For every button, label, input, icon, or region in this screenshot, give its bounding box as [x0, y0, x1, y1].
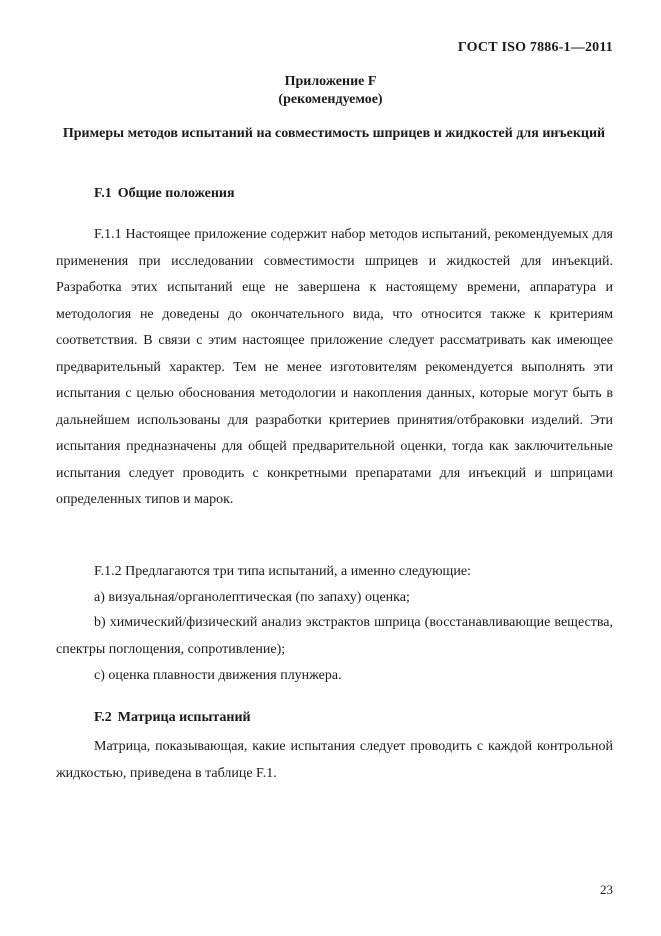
section-title: Матрица испытаний [117, 710, 251, 725]
paragraph-f2: Матрица, показывающая, какие испытания следует проводить с каждой контрольной жидкостью, приведена в таблице F.1. [56, 739, 613, 781]
list-item-a: a) визуальная/органолептическая (по запаху) оценка; [94, 590, 410, 605]
annex-title: Приложение F [284, 74, 377, 89]
annex-main-title: Примеры методов испытаний на совместимость шприцев и жидкостей для инъекций [62, 126, 606, 141]
section-number: F.2 [94, 710, 112, 725]
list-item-b: b) химический/физический анализ экстрактов шприца (восстанавливающие вещества, спектры поглощения, сопротивление); [56, 615, 613, 657]
section-heading-f2 [94, 710, 251, 726]
annex-status: (рекомендуемое) [278, 92, 383, 107]
document-code-header: ГОСТ ISO 7886-1—2011 [457, 40, 613, 55]
list-item-c: c) оценка плавности движения плунжера. [94, 668, 342, 683]
section-heading-f1 [94, 186, 235, 202]
paragraph-f1-1: F.1.1 Настоящее приложение содержит набор методов испытаний, рекомендуемых для применения при исследовании совместимости шприцев и жидкостей для инъекций. Разработка этих испытаний еще не завершена к настоящему времени, аппаратура и методология не доведены до окончательного вида, что относится также к критериям соответствия. В связи с этим настоящее приложение следует рассматривать как имеющее предварительный характер. Тем не менее изготовителям рекомендуется выполнять эти испытания с целью обоснования методологии и накопления данных, которые могут быть в дальнейшем использованы для разработки критериев принятия/отбраковки изделий. Эти испытания предназначены для общей предварительной оценки, тогда как заключительные испытания следует проводить с конкретными препаратами для инъекций и шприцами определенных типов и марок. [56, 227, 613, 507]
paragraph-f1-2: F.1.2 Предлагаются три типа испытаний, а именно следующие: [94, 564, 471, 579]
section-number: F.1 [94, 186, 112, 201]
section-title: Общие положения [117, 186, 235, 201]
page-number: 23 [600, 882, 613, 897]
